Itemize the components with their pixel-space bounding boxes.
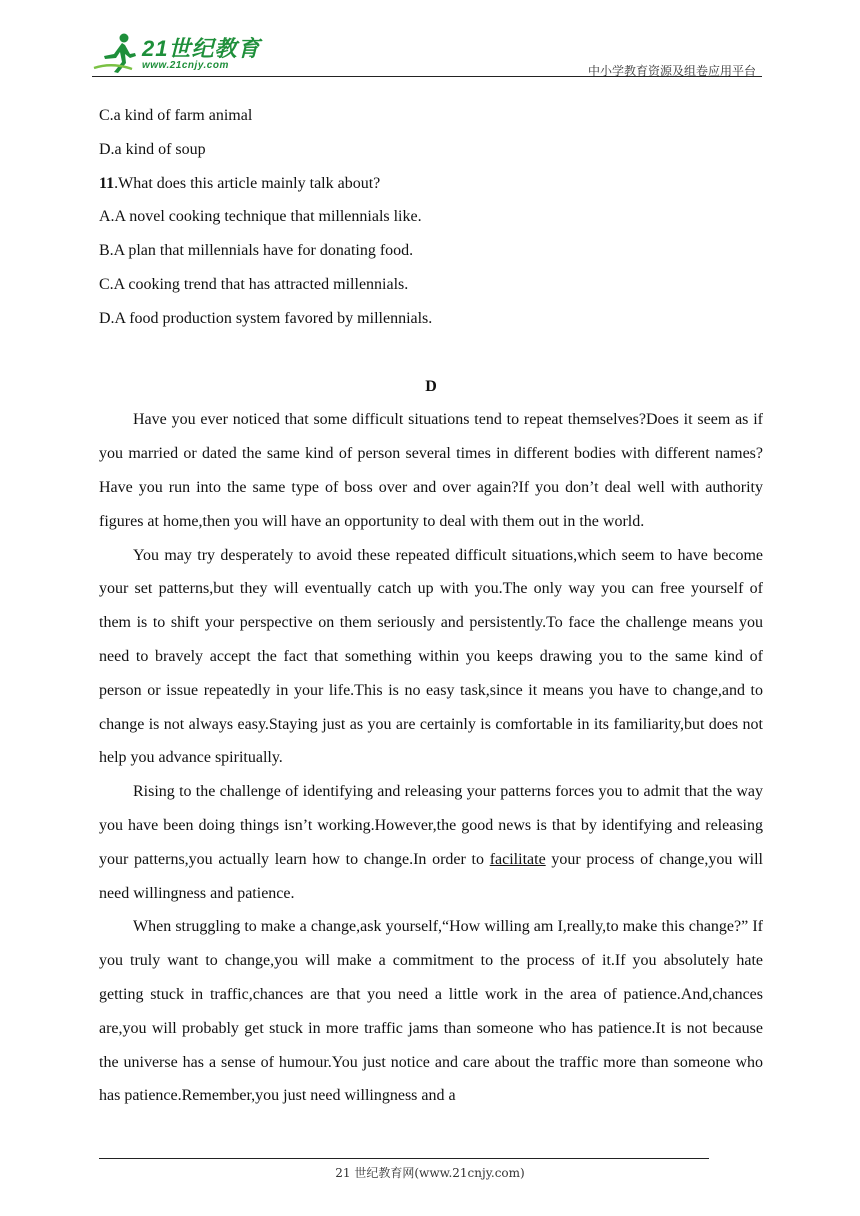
- platform-name: 中小学教育资源及组卷应用平台: [587, 64, 756, 78]
- question-text: .What does this article mainly talk about?: [114, 174, 381, 192]
- logo-url: www.21cnjy.com: [142, 60, 229, 71]
- paragraph-3-start: Rising to the challenge of identifying and releasing your patterns forces you to admit that the way you have been doing things isn’t working.However,the good news is that by identifying and releasing your patterns,you actually learn how to change.In order to: [99, 783, 763, 868]
- q11-option-b: B.A plan that millennials have for donating food.: [99, 242, 414, 260]
- page-header: [92, 30, 762, 78]
- running-man-icon: [92, 32, 140, 74]
- underlined-word: facilitate: [489, 850, 546, 868]
- paragraph-3-end: your process of change,you will need willingness and patience.: [99, 850, 763, 902]
- paragraph-3: [99, 775, 763, 910]
- footer-divider: [99, 1158, 709, 1159]
- document-body: [99, 99, 763, 1113]
- question-11: [99, 167, 763, 201]
- paragraph-2: You may try desperately to avoid these repeated difficult situations,which seem to have become your set patterns,but they will eventually catch up with you.The only way you can free yourself of them is to shift your perspective on them seriously and persistently.To face the challenge means you need to bravely accept the fact that something within you keeps drawing you to the same kind of person or issue repeatedly in your life.This is no easy task,since it means you have to change,and to change is not always easy.Staying just as you are certainly is comfortable in its familiarity,but does not help you advance spiritually.: [99, 546, 763, 767]
- option-d-prev: D.a kind of soup: [99, 140, 206, 158]
- site-logo: [92, 30, 262, 76]
- paragraph-1: Have you ever noticed that some difficult situations tend to repeat themselves?Does it seem as if you married or dated the same kind of person several times in different bodies with different names?Have you run into the same type of boss over and over again?If you don’t deal well with authority figures at home,then you will have an opportunity to deal with them out in the world.: [99, 411, 763, 530]
- page-footer: 21 世纪教育网(www.21cnjy.com): [335, 1166, 525, 1180]
- question-number: 11: [99, 174, 115, 192]
- option-c-prev: C.a kind of farm animal: [99, 107, 253, 124]
- q11-option-d: D.A food production system favored by millennials.: [99, 309, 433, 327]
- section-title: D: [425, 377, 437, 395]
- paragraph-4: When struggling to make a change,ask yourself,“How willing am I,really,to make this change?” If you truly want to change,you will make a commitment to the process of it.If you absolutely hate getting stuck in traffic,chances are that you need a little work in the area of patience.And,chances are,you will probably get stuck in more traffic jams than someone who has patience.It is not because the universe has a sense of humour.You just notice and care about the traffic more than someone who has patience.Remember,you just need willingness and a: [99, 918, 763, 1105]
- logo-text: 21世纪教育: [142, 36, 261, 61]
- header-divider: [92, 76, 762, 77]
- q11-option-a: A.A novel cooking technique that millennials like.: [99, 208, 422, 226]
- q11-option-c: C.A cooking trend that has attracted millennials.: [99, 275, 409, 293]
